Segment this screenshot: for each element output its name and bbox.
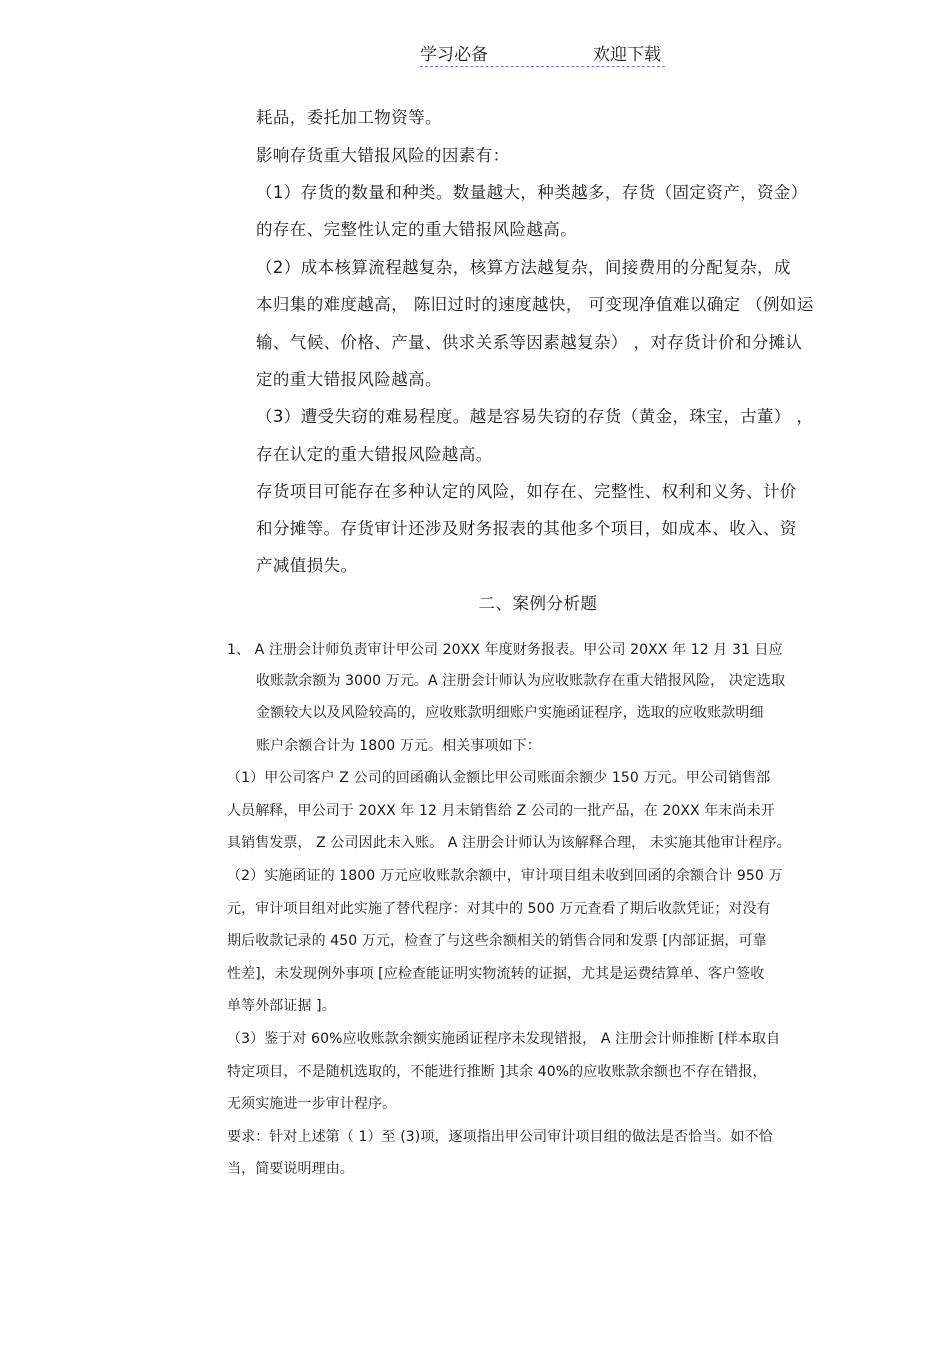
paragraph-line: （1）存货的数量和种类。数量越大，种类越多，存货（固定资产，资金） (256, 183, 808, 202)
paragraph-line: 输、气候、价格、产量、供求关系等因素越复杂） ，对存货计价和分摊认 (256, 333, 803, 352)
paragraph-line: 存货项目可能存在多种认定的风险，如存在、完整性、权利和义务、计价 (256, 482, 797, 501)
section-title: 二、案例分析题 (478, 594, 598, 613)
case-line: 特定项目，不是随机选取的，不能进行推断 ]其余 40%的应收账款余额也不存在错报， (227, 1064, 767, 1080)
paragraph-line: 产减值损失。 (256, 556, 358, 575)
case-line: （3）鉴于对 60%应收账款余额实施函证程序未发现错报， A 注册会计师推断 [样本取自 (227, 1031, 781, 1047)
header-right-text: 欢迎下载 (593, 45, 661, 65)
case-line: 当，简要说明理由。 (227, 1161, 354, 1177)
case-line: 收账款余额为 3000 万元。A 注册会计师认为应收账款存在重大错报风险， 决定选取 (256, 673, 786, 689)
paragraph-line: （3）遭受失窃的难易程度。越是容易失窃的存货（黄金，珠宝，古董） ， (256, 407, 814, 426)
case-line: 具销售发票， Z 公司因此未入账。 A 注册会计师认为该解释合理， 未实施其他审计程序。 (227, 835, 791, 851)
case-line: 账户余额合计为 1800 万元。相关事项如下： (256, 738, 541, 754)
paragraph-line: 本归集的难度越高， 陈旧过时的速度越快， 可变现净值难以确定 （例如运 (256, 295, 814, 314)
case-line: （2）实施函证的 1800 万元应收账款余额中，审计项目组未收到回函的余额合计 950 万 (227, 868, 783, 884)
case-line: 性差]，未发现例外事项 [应检查能证明实物流转的证据，尤其是运费结算单、客户签收 (227, 966, 765, 982)
paragraph-line: （2）成本核算流程越复杂，核算方法越复杂，间接费用的分配复杂，成 (256, 258, 791, 277)
case-line: 人员解释，甲公司于 20XX 年 12 月末销售给 Z 公司的一批产品，在 20XX 年末尚未开 (227, 803, 775, 819)
paragraph-line: 的存在、完整性认定的重大错报风险越高。 (256, 220, 578, 239)
paragraph-line: 定的重大错报风险越高。 (256, 370, 442, 389)
paragraph-line: 影响存货重大错报风险的因素有： (256, 146, 510, 165)
case-line: 金额较大以及风险较高的，应收账款明细账户实施函证程序，选取的应收账款明细 (256, 705, 764, 721)
case-line: 1、 A 注册会计师负责审计甲公司 20XX 年度财务报表。甲公司 20XX 年 12 月 31 日应 (227, 642, 783, 658)
case-line: 要求：针对上述第（ 1）至 (3)项，逐项指出甲公司审计项目组的做法是否恰当。如不恰 (227, 1129, 773, 1145)
case-line: （1）甲公司客户 Z 公司的回函确认金额比甲公司账面余额少 150 万元。甲公司销售部 (227, 770, 771, 786)
paragraph-line: 存在认定的重大错报风险越高。 (256, 445, 493, 464)
header-left-text: 学习必备 (420, 45, 488, 65)
case-line: 元，审计项目组对此实施了替代程序：对其中的 500 万元查看了期后收款凭证；对没有 (227, 901, 771, 917)
case-line: 无须实施进一步审计程序。 (227, 1096, 397, 1112)
case-line: 期后收款记录的 450 万元，检查了与这些余额相关的销售合同和发票 [内部证据，可靠 (227, 933, 767, 949)
case-line: 单等外部证据 ]。 (227, 998, 336, 1014)
paragraph-line: 和分摊等。存货审计还涉及财务报表的其他多个项目，如成本、收入、资 (256, 519, 797, 538)
paragraph-line: 耗品，委托加工物资等。 (256, 108, 442, 127)
page-header (420, 40, 665, 67)
